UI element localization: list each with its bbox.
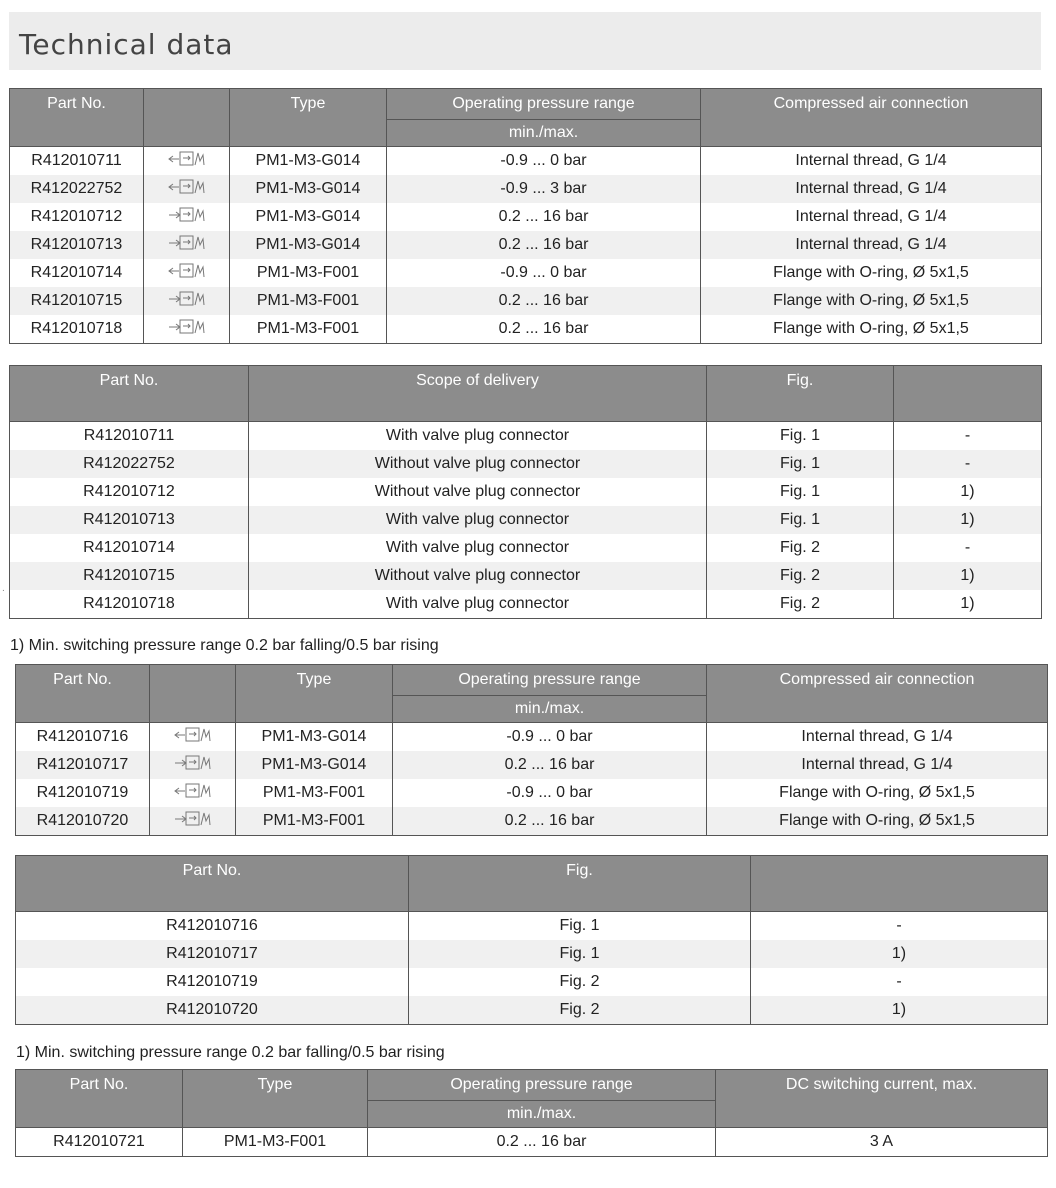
header-pressure-sub: min./max.	[387, 120, 701, 147]
table-row	[10, 590, 1042, 619]
cell-part: R412010711	[10, 147, 144, 176]
pressure-switch-nc-icon	[172, 781, 214, 806]
cell-part: R412010718	[10, 315, 144, 344]
table-row	[16, 779, 1048, 807]
table-row	[10, 534, 1042, 562]
cell-scope: With valve plug connector	[249, 590, 707, 619]
footnote-2: 1) Min. switching pressure range 0.2 bar falling/0.5 bar rising	[16, 1044, 445, 1061]
cell-part: R412010721	[16, 1128, 183, 1157]
header-part-no: Part No.	[16, 856, 409, 912]
cell-scope: Without valve plug connector	[249, 478, 707, 506]
cell-part: R412010713	[10, 506, 249, 534]
cell-note: 1)	[894, 590, 1042, 619]
pressure-switch-no-icon	[166, 289, 208, 314]
cell-air: Flange with O-ring, Ø 5x1,5	[701, 315, 1042, 344]
table-row	[16, 1128, 1048, 1157]
table-row	[10, 231, 1042, 259]
header-pressure-sub: min./max.	[368, 1101, 716, 1128]
header-note	[894, 366, 1042, 422]
header-scope: Scope of delivery	[249, 366, 707, 422]
cell-type: PM1-M3-G014	[236, 751, 393, 779]
pressure-switch-symbol-icon	[150, 723, 236, 752]
table-row	[10, 315, 1042, 344]
cell-fig: Fig. 1	[707, 478, 894, 506]
cell-note: 1)	[751, 940, 1048, 968]
header-type: Type	[236, 665, 393, 723]
cell-part: R412010714	[10, 259, 144, 287]
pressure-switch-no-icon	[166, 233, 208, 258]
technical-data-table-1	[9, 88, 1042, 344]
cell-type: PM1-M3-G014	[230, 203, 387, 231]
cell-pressure: 0.2 ... 16 bar	[368, 1128, 716, 1157]
table-row	[16, 968, 1048, 996]
cell-part: R412010717	[16, 940, 409, 968]
pressure-switch-symbol-icon	[144, 315, 230, 344]
footnote-1: 1) Min. switching pressure range 0.2 bar falling/0.5 bar rising	[10, 637, 439, 654]
table-row	[16, 723, 1048, 752]
pressure-switch-no-icon	[166, 205, 208, 230]
scope-of-delivery-table-1	[9, 365, 1042, 619]
pressure-switch-nc-icon	[166, 177, 208, 202]
cell-air: Internal thread, G 1/4	[701, 203, 1042, 231]
cell-part: R412022752	[10, 175, 144, 203]
cell-type: PM1-M3-F001	[230, 287, 387, 315]
cell-fig: Fig. 1	[707, 506, 894, 534]
dc-current-table	[15, 1069, 1048, 1157]
cell-type: PM1-M3-G014	[230, 231, 387, 259]
table-row	[16, 940, 1048, 968]
header-fig: Fig.	[707, 366, 894, 422]
title-bar	[9, 12, 1041, 70]
table-row	[10, 562, 1042, 590]
cell-type: PM1-M3-F001	[230, 315, 387, 344]
table-row	[10, 287, 1042, 315]
cell-note: -	[751, 968, 1048, 996]
cell-air: Flange with O-ring, Ø 5x1,5	[707, 807, 1048, 836]
cell-note: -	[894, 534, 1042, 562]
header-type: Type	[183, 1070, 368, 1128]
header-type: Type	[230, 89, 387, 147]
cell-pressure: 0.2 ... 16 bar	[393, 807, 707, 836]
figure-table	[15, 855, 1048, 1025]
cell-part: R412010715	[10, 287, 144, 315]
cell-part: R412010715	[10, 562, 249, 590]
header-fig: Fig.	[409, 856, 751, 912]
table-row	[16, 912, 1048, 941]
cell-pressure: -0.9 ... 0 bar	[387, 147, 701, 176]
cell-note: 1)	[894, 478, 1042, 506]
cell-air: Flange with O-ring, Ø 5x1,5	[701, 259, 1042, 287]
cell-note: -	[751, 912, 1048, 941]
cell-air: Internal thread, G 1/4	[701, 175, 1042, 203]
cell-air: Internal thread, G 1/4	[701, 231, 1042, 259]
page-title: Technical data	[19, 28, 234, 61]
table-row	[10, 422, 1042, 451]
cell-air: Flange with O-ring, Ø 5x1,5	[707, 779, 1048, 807]
header-air-connection: Compressed air connection	[701, 89, 1042, 147]
cell-part: R412010720	[16, 996, 409, 1025]
cell-pressure: 0.2 ... 16 bar	[387, 203, 701, 231]
table-row	[16, 751, 1048, 779]
header-dc-current: DC switching current, max.	[716, 1070, 1048, 1128]
table-row	[10, 175, 1042, 203]
cell-pressure: 0.2 ... 16 bar	[387, 231, 701, 259]
cell-air: Flange with O-ring, Ø 5x1,5	[701, 287, 1042, 315]
cell-air: Internal thread, G 1/4	[701, 147, 1042, 176]
cell-fig: Fig. 2	[707, 562, 894, 590]
cell-note: 1)	[894, 506, 1042, 534]
cell-part: R412010712	[10, 203, 144, 231]
cell-pressure: 0.2 ... 16 bar	[393, 751, 707, 779]
cell-air: Internal thread, G 1/4	[707, 723, 1048, 752]
cell-scope: With valve plug connector	[249, 506, 707, 534]
cell-fig: Fig. 2	[707, 534, 894, 562]
header-pressure-sub: min./max.	[393, 696, 707, 723]
pressure-switch-symbol-icon	[144, 231, 230, 259]
cell-note: 1)	[894, 562, 1042, 590]
cell-part: R412010712	[10, 478, 249, 506]
pressure-switch-symbol-icon	[144, 287, 230, 315]
pressure-switch-no-icon	[172, 753, 214, 778]
cell-fig: Fig. 1	[707, 450, 894, 478]
pressure-switch-symbol-icon	[144, 203, 230, 231]
table-row	[10, 506, 1042, 534]
table-row	[16, 807, 1048, 836]
cell-scope: Without valve plug connector	[249, 450, 707, 478]
cell-scope: With valve plug connector	[249, 422, 707, 451]
pressure-switch-symbol-icon	[144, 259, 230, 287]
header-pressure: Operating pressure range	[368, 1070, 716, 1101]
cell-note: 1)	[751, 996, 1048, 1025]
cell-fig: Fig. 1	[409, 912, 751, 941]
cell-fig: Fig. 1	[409, 940, 751, 968]
cell-fig: Fig. 2	[409, 968, 751, 996]
cell-dc: 3 A	[716, 1128, 1048, 1157]
table-row	[10, 450, 1042, 478]
cell-air: Internal thread, G 1/4	[707, 751, 1048, 779]
cell-fig: Fig. 1	[707, 422, 894, 451]
header-part-no: Part No.	[10, 366, 249, 422]
pressure-switch-no-icon	[166, 317, 208, 342]
cell-note: -	[894, 450, 1042, 478]
cell-pressure: -0.9 ... 0 bar	[387, 259, 701, 287]
cell-type: PM1-M3-G014	[236, 723, 393, 752]
pressure-switch-nc-icon	[166, 149, 208, 174]
pressure-switch-symbol-icon	[150, 807, 236, 836]
header-pressure: Operating pressure range	[387, 89, 701, 120]
cell-type: PM1-M3-G014	[230, 175, 387, 203]
cell-type: PM1-M3-F001	[230, 259, 387, 287]
table-row	[10, 147, 1042, 176]
cell-part: R412010719	[16, 779, 150, 807]
cell-part: R412010716	[16, 912, 409, 941]
pressure-switch-nc-icon	[172, 725, 214, 750]
cell-part: R412010717	[16, 751, 150, 779]
cell-scope: Without valve plug connector	[249, 562, 707, 590]
cell-type: PM1-M3-F001	[236, 807, 393, 836]
cell-part: R412010716	[16, 723, 150, 752]
table-row	[10, 478, 1042, 506]
cell-pressure: -0.9 ... 0 bar	[393, 779, 707, 807]
pressure-switch-no-icon	[172, 809, 214, 834]
header-note	[751, 856, 1048, 912]
cell-part: R412010714	[10, 534, 249, 562]
header-symbol	[150, 665, 236, 723]
cell-fig: Fig. 2	[409, 996, 751, 1025]
margin-dot: .	[2, 583, 5, 594]
header-part-no: Part No.	[16, 665, 150, 723]
header-symbol	[144, 89, 230, 147]
cell-part: R412010719	[16, 968, 409, 996]
header-air-connection: Compressed air connection	[707, 665, 1048, 723]
cell-fig: Fig. 2	[707, 590, 894, 619]
table-row	[10, 203, 1042, 231]
table-row	[16, 996, 1048, 1025]
cell-type: PM1-M3-F001	[236, 779, 393, 807]
cell-part: R412022752	[10, 450, 249, 478]
cell-scope: With valve plug connector	[249, 534, 707, 562]
pressure-switch-symbol-icon	[150, 751, 236, 779]
cell-pressure: -0.9 ... 3 bar	[387, 175, 701, 203]
cell-note: -	[894, 422, 1042, 451]
cell-pressure: 0.2 ... 16 bar	[387, 315, 701, 344]
cell-pressure: -0.9 ... 0 bar	[393, 723, 707, 752]
pressure-switch-symbol-icon	[144, 147, 230, 176]
pressure-switch-symbol-icon	[144, 175, 230, 203]
cell-type: PM1-M3-G014	[230, 147, 387, 176]
cell-part: R412010720	[16, 807, 150, 836]
cell-part: R412010713	[10, 231, 144, 259]
pressure-switch-nc-icon	[166, 261, 208, 286]
cell-part: R412010718	[10, 590, 249, 619]
table-row	[10, 259, 1042, 287]
header-part-no: Part No.	[10, 89, 144, 147]
cell-pressure: 0.2 ... 16 bar	[387, 287, 701, 315]
pressure-switch-symbol-icon	[150, 779, 236, 807]
cell-type: PM1-M3-F001	[183, 1128, 368, 1157]
cell-part: R412010711	[10, 422, 249, 451]
header-pressure: Operating pressure range	[393, 665, 707, 696]
technical-data-table-2	[15, 664, 1048, 836]
header-part-no: Part No.	[16, 1070, 183, 1128]
